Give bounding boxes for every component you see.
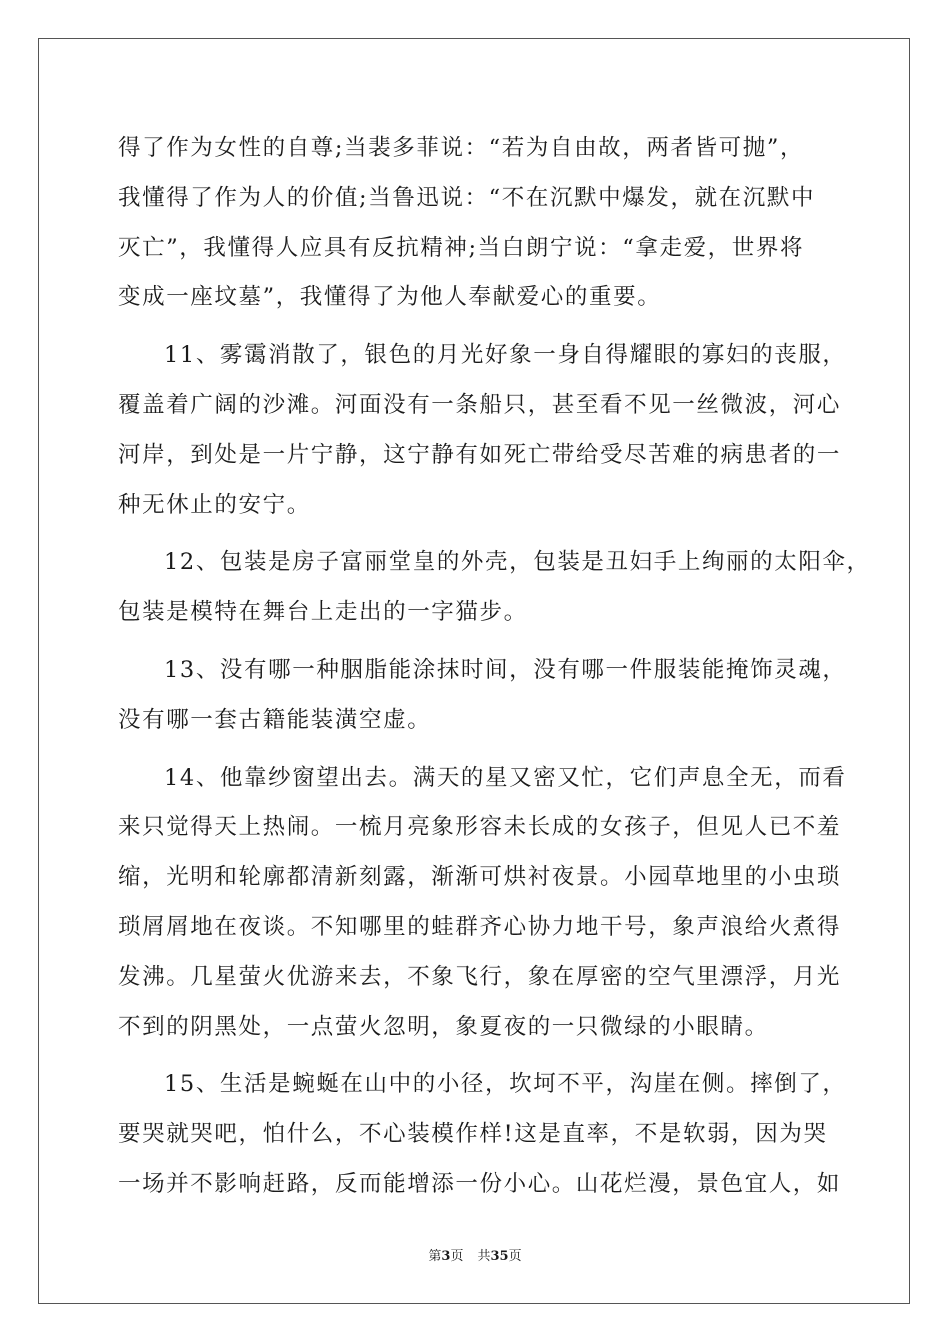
text-line: 一场并不影响赶路，反而能增添一份小心。山花烂漫，景色宜人，如 (118, 1170, 842, 1197)
document-body (118, 124, 871, 1210)
page-prefix: 第 (428, 1249, 442, 1264)
paragraph (118, 124, 842, 323)
text-line: 包装是模特在舞台上走出的一字猫步。 (118, 599, 528, 626)
text-line: 12、包装是房子富丽堂皇的外壳，包装是丑妇手上绚丽的太阳伞， (164, 549, 871, 576)
text-line: 灭亡”，我懂得人应具有反抗精神;当白朗宁说：“拿走爱，世界将 (118, 234, 805, 261)
text-line: 14、他靠纱窗望出去。满天的星又密又忙，它们声息全无，而看 (164, 764, 847, 791)
total-prefix: 共 (477, 1249, 491, 1264)
text-line: 来只觉得天上热闹。一梳月亮象形容未长成的女孩子，但见人已不羞 (118, 814, 842, 841)
text-line: 变成一座坟墓”，我懂得了为他人奉献爱心的重要。 (118, 284, 662, 311)
paragraph-11 (118, 331, 847, 530)
text-line: 不到的阴黑处，一点萤火忽明，象夏夜的一只微绿的小眼睛。 (118, 1013, 769, 1040)
page-footer (0, 1245, 950, 1264)
text-line: 种无休止的安宁。 (118, 491, 311, 518)
text-line: 缩，光明和轮廓都清新刻露，渐渐可烘衬夜景。小园草地里的小虫琐 (118, 864, 842, 891)
text-line: 琐屑屑地在夜谈。不知哪里的蛙群齐心协力地干号，象声浪给火煮得 (118, 913, 842, 940)
page-number: 3 (441, 1249, 451, 1264)
text-line: 要哭就哭吧，怕什么，不心装模作样!这是直率，不是软弱，因为哭 (118, 1121, 828, 1148)
paragraph-13 (118, 646, 847, 746)
text-line: 河岸，到处是一片宁静，这宁静有如死亡带给受尽苦难的病患者的一 (118, 441, 842, 468)
text-line: 没有哪一套古籍能装潢空虚。 (118, 706, 432, 733)
paragraph-12 (118, 538, 871, 638)
text-line: 发沸。几星萤火优游来去，不象飞行，象在厚密的空气里漂浮，月光 (118, 963, 842, 990)
text-line: 得了作为女性的自尊;当裴多菲说：“若为自由故，两者皆可抛”， (118, 135, 805, 161)
text-line: 13、没有哪一种胭脂能涂抹时间，没有哪一件服装能掩饰灵魂， (164, 656, 847, 683)
text-line: 覆盖着广阔的沙滩。河面没有一条船只，甚至看不见一丝微波，河心 (118, 391, 842, 418)
text-line: 15、生活是蜿蜒在山中的小径，坎坷不平，沟崖在侧。摔倒了， (164, 1071, 847, 1098)
text-line: 我懂得了作为人的价值;当鲁迅说：“不在沉默中爆发，就在沉默中 (118, 184, 816, 211)
paragraph-15 (118, 1060, 847, 1209)
page-suffix: 页 (450, 1249, 464, 1264)
total-suffix: 页 (508, 1249, 522, 1264)
text-line: 11、雾霭消散了，银色的月光好象一身自得耀眼的寡妇的丧服， (164, 342, 847, 369)
total-pages: 35 (490, 1249, 509, 1264)
paragraph-14 (118, 754, 847, 1053)
